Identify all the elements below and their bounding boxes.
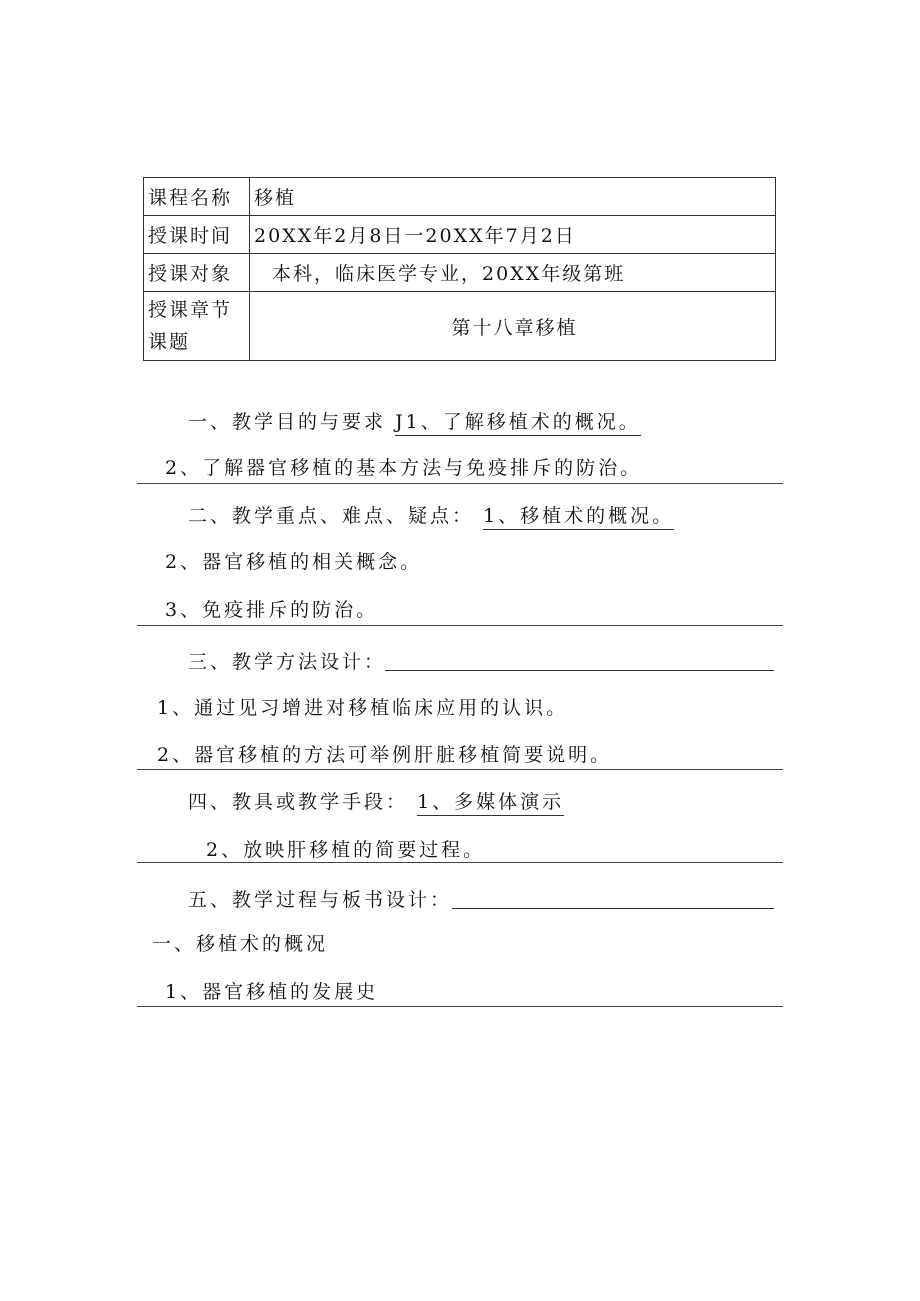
divider (137, 625, 783, 626)
key-points-item-1: 1、移植术的概况。 (483, 505, 674, 530)
objectives-heading: 一、教学目的与要求 (188, 411, 387, 433)
divider (137, 1006, 783, 1007)
tools-item-1: 1、多媒体演示 (417, 791, 564, 816)
divider (137, 483, 783, 484)
tools-item-2: 2、放映肝移植的简要过程。 (206, 839, 486, 861)
table-row (144, 216, 776, 254)
table-row (144, 292, 776, 361)
chapter-label: 授课章节课题 (144, 292, 250, 361)
table-row (144, 178, 776, 216)
key-points-line (188, 504, 674, 528)
objectives-line (188, 410, 641, 434)
process-heading: 五、教学过程与板书设计： (188, 889, 453, 911)
objectives-item-1: J1、了解移植术的概况。 (395, 411, 641, 436)
objectives-item-2: 2、了解器官移植的基本方法与免疫排斥的防治。 (165, 457, 643, 479)
course-name-label: 课程名称 (144, 178, 250, 216)
process-subheading: 一、移植术的概况 (152, 933, 329, 955)
key-points-item-3: 3、免疫排斥的防治。 (165, 599, 379, 621)
table-row (144, 254, 776, 292)
methods-blank-line (385, 670, 774, 671)
key-points-item-2: 2、器官移植的相关概念。 (165, 551, 423, 573)
audience-value: 本科，临床医学专业，20XX年级第班 (250, 254, 776, 292)
teaching-time-label: 授课时间 (144, 216, 250, 254)
key-points-heading: 二、教学重点、难点、疑点： (188, 505, 475, 527)
audience-label: 授课对象 (144, 254, 250, 292)
methods-item-1: 1、通过见习增进对移植临床应用的认识。 (157, 697, 569, 719)
teaching-time-value: 20XX年2月8日一20XX年7月2日 (250, 216, 776, 254)
process-item-1: 1、器官移植的发展史 (165, 981, 379, 1003)
divider (137, 862, 783, 863)
methods-item-2: 2、器官移植的方法可举例肝脏移植简要说明。 (157, 744, 613, 766)
tools-heading: 四、教具或教学手段： (188, 791, 409, 813)
chapter-value: 第十八章移植 (250, 292, 776, 361)
course-name-value: 移植 (250, 178, 776, 216)
tools-line (188, 790, 564, 814)
methods-heading: 三、教学方法设计： (188, 651, 387, 673)
divider (137, 769, 783, 770)
process-blank-line (452, 908, 774, 909)
course-info-table (143, 177, 776, 361)
